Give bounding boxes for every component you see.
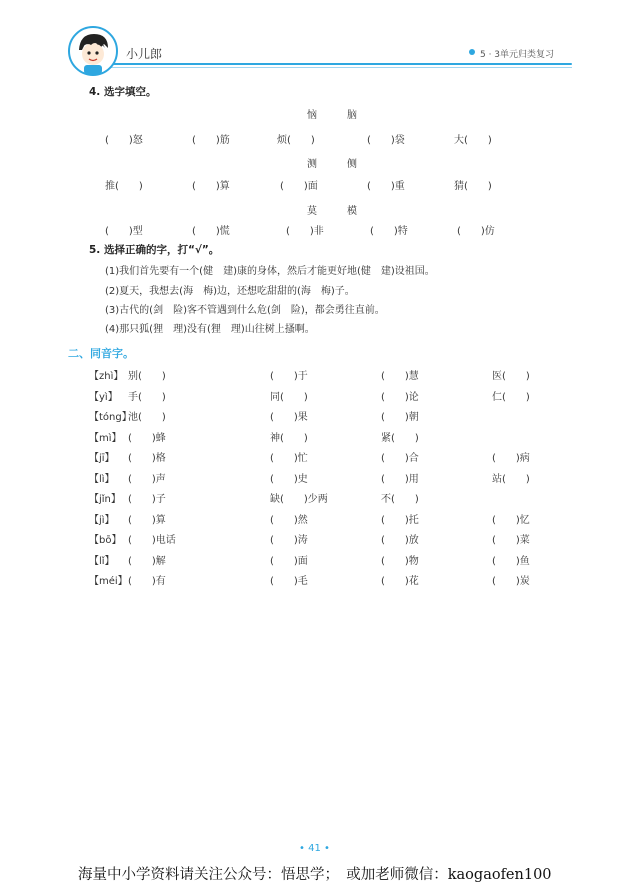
pinyin-label: 【méi】 xyxy=(89,576,128,587)
fill-blank[interactable]: ( )怒 xyxy=(105,135,143,146)
fill-blank[interactable]: ( )特 xyxy=(370,226,408,237)
footer-notice: 海量中小学资料请关注公众号：悟思学； 或加老师微信：kaogaofen100 xyxy=(78,867,552,883)
fill-blank[interactable]: 推( ) xyxy=(105,181,143,192)
homophone-blank[interactable]: 站( ) xyxy=(492,473,530,485)
homophone-blank[interactable]: ( )格 xyxy=(128,453,166,464)
homophone-blank[interactable]: ( )蜂 xyxy=(128,432,166,444)
homophone-blank[interactable]: ( )物 xyxy=(381,555,419,567)
pinyin-label: 【bō】 xyxy=(89,535,122,546)
sentence-item[interactable]: (3)古代的(剑 险)客不管遇到什么危(剑 险)，都会勇往直前。 xyxy=(105,305,385,316)
fill-blank[interactable]: ( )筋 xyxy=(192,135,230,146)
homophone-blank[interactable]: ( )忙 xyxy=(270,453,308,464)
homophone-blank[interactable]: 不( ) xyxy=(381,494,419,505)
homophone-blank[interactable]: 神( ) xyxy=(270,432,308,444)
homophone-blank[interactable]: ( )忆 xyxy=(492,514,530,526)
homophone-blank[interactable]: ( )电话 xyxy=(128,535,176,546)
pinyin-label: 【jì】 xyxy=(89,514,115,526)
homophone-blank[interactable]: ( )面 xyxy=(270,555,308,567)
homophone-blank[interactable]: ( )合 xyxy=(381,453,419,464)
homophone-blank[interactable]: ( )托 xyxy=(381,514,419,526)
sentence-item[interactable]: (1)我们首先要有一个(健 建)康的身体，然后才能更好地(健 建)设祖国。 xyxy=(105,266,435,277)
header-rule-thin xyxy=(96,67,572,68)
homophone-blank[interactable]: ( )菜 xyxy=(492,535,530,546)
fill-blank[interactable]: ( )重 xyxy=(367,181,405,192)
fill-blank[interactable]: 烦( ) xyxy=(277,135,315,146)
homophone-blank[interactable]: ( )于 xyxy=(270,371,308,382)
question-4-title: 4. 选字填空。 xyxy=(89,86,157,98)
sentence-item[interactable]: (2)夏天，我想去(海 梅)边，还想吃甜甜的(海 梅)子。 xyxy=(105,286,355,297)
char-pair: 测 侧 xyxy=(307,159,357,170)
homophone-blank[interactable]: ( )有 xyxy=(128,576,166,587)
homophone-blank[interactable]: 同( ) xyxy=(270,391,308,403)
homophone-blank[interactable]: 别( ) xyxy=(128,371,166,382)
boy-mascot-icon xyxy=(68,26,118,76)
homophone-blank[interactable]: ( )论 xyxy=(381,391,419,403)
pinyin-label: 【zhì】 xyxy=(89,371,124,382)
header-rule xyxy=(96,63,572,65)
homophone-blank[interactable]: ( )放 xyxy=(381,535,419,546)
sentence-item[interactable]: (4)那只狐(狸 理)没有(狸 理)山往树上搔啊。 xyxy=(105,324,315,335)
page-number: • 41 • xyxy=(299,843,330,854)
pinyin-label: 【jǐn】 xyxy=(89,494,121,505)
homophone-blank[interactable]: 仁( ) xyxy=(492,391,530,403)
homophone-blank[interactable]: ( )然 xyxy=(270,514,308,526)
homophone-blank[interactable]: ( )果 xyxy=(270,412,308,423)
fill-blank[interactable]: ( )慌 xyxy=(192,226,230,237)
homophone-blank[interactable]: ( )算 xyxy=(128,514,166,526)
unit-tag: 5 · 3单元归类复习 xyxy=(480,50,555,60)
homophone-blank[interactable]: ( )解 xyxy=(128,555,166,567)
homophone-blank[interactable]: ( )声 xyxy=(128,473,166,485)
homophone-blank[interactable]: ( )朝 xyxy=(381,412,419,423)
fill-blank[interactable]: ( )仿 xyxy=(457,226,495,237)
pinyin-label: 【yì】 xyxy=(89,391,118,403)
homophone-blank[interactable]: 紧( ) xyxy=(381,432,419,444)
homophone-blank[interactable]: 手( ) xyxy=(128,391,166,403)
section-2-title: 二、同音字。 xyxy=(68,347,134,360)
homophone-blank[interactable]: ( )病 xyxy=(492,453,530,464)
homophone-blank[interactable]: ( )用 xyxy=(381,473,419,485)
homophone-blank[interactable]: 医( ) xyxy=(492,371,530,382)
homophone-blank[interactable]: 池( ) xyxy=(128,412,166,423)
fill-blank[interactable]: ( )面 xyxy=(280,181,318,192)
fill-blank[interactable]: ( )型 xyxy=(105,226,143,237)
fill-blank[interactable]: 猜( ) xyxy=(454,181,492,192)
homophone-blank[interactable]: ( )毛 xyxy=(270,576,308,587)
homophone-blank[interactable]: ( )炭 xyxy=(492,576,530,587)
homophone-blank[interactable]: ( )慧 xyxy=(381,371,419,382)
homophone-blank[interactable]: ( )花 xyxy=(381,576,419,587)
bullet-dot-icon xyxy=(469,49,475,55)
char-pair: 莫 模 xyxy=(307,206,357,217)
homophone-blank[interactable]: ( )史 xyxy=(270,473,308,485)
pinyin-label: 【mì】 xyxy=(89,432,122,444)
fill-blank[interactable]: 大( ) xyxy=(454,135,492,146)
fill-blank[interactable]: ( )袋 xyxy=(367,135,405,146)
fill-blank[interactable]: ( )非 xyxy=(286,226,324,237)
char-pair: 恼 脑 xyxy=(307,110,357,121)
brand-title: 小儿郎 xyxy=(126,47,163,61)
question-5-title: 5. 选择正确的字，打“√”。 xyxy=(89,244,220,256)
pinyin-label: 【jī】 xyxy=(89,453,115,464)
homophone-blank[interactable]: ( )子 xyxy=(128,494,166,505)
homophone-blank[interactable]: 缺( )少两 xyxy=(270,494,328,505)
homophone-blank[interactable]: ( )涛 xyxy=(270,535,308,546)
homophone-blank[interactable]: ( )鱼 xyxy=(492,555,530,567)
fill-blank[interactable]: ( )算 xyxy=(192,181,230,192)
pinyin-label: 【lì】 xyxy=(89,473,115,485)
pinyin-label: 【tóng】 xyxy=(89,412,132,423)
pinyin-label: 【lǐ】 xyxy=(89,555,115,567)
